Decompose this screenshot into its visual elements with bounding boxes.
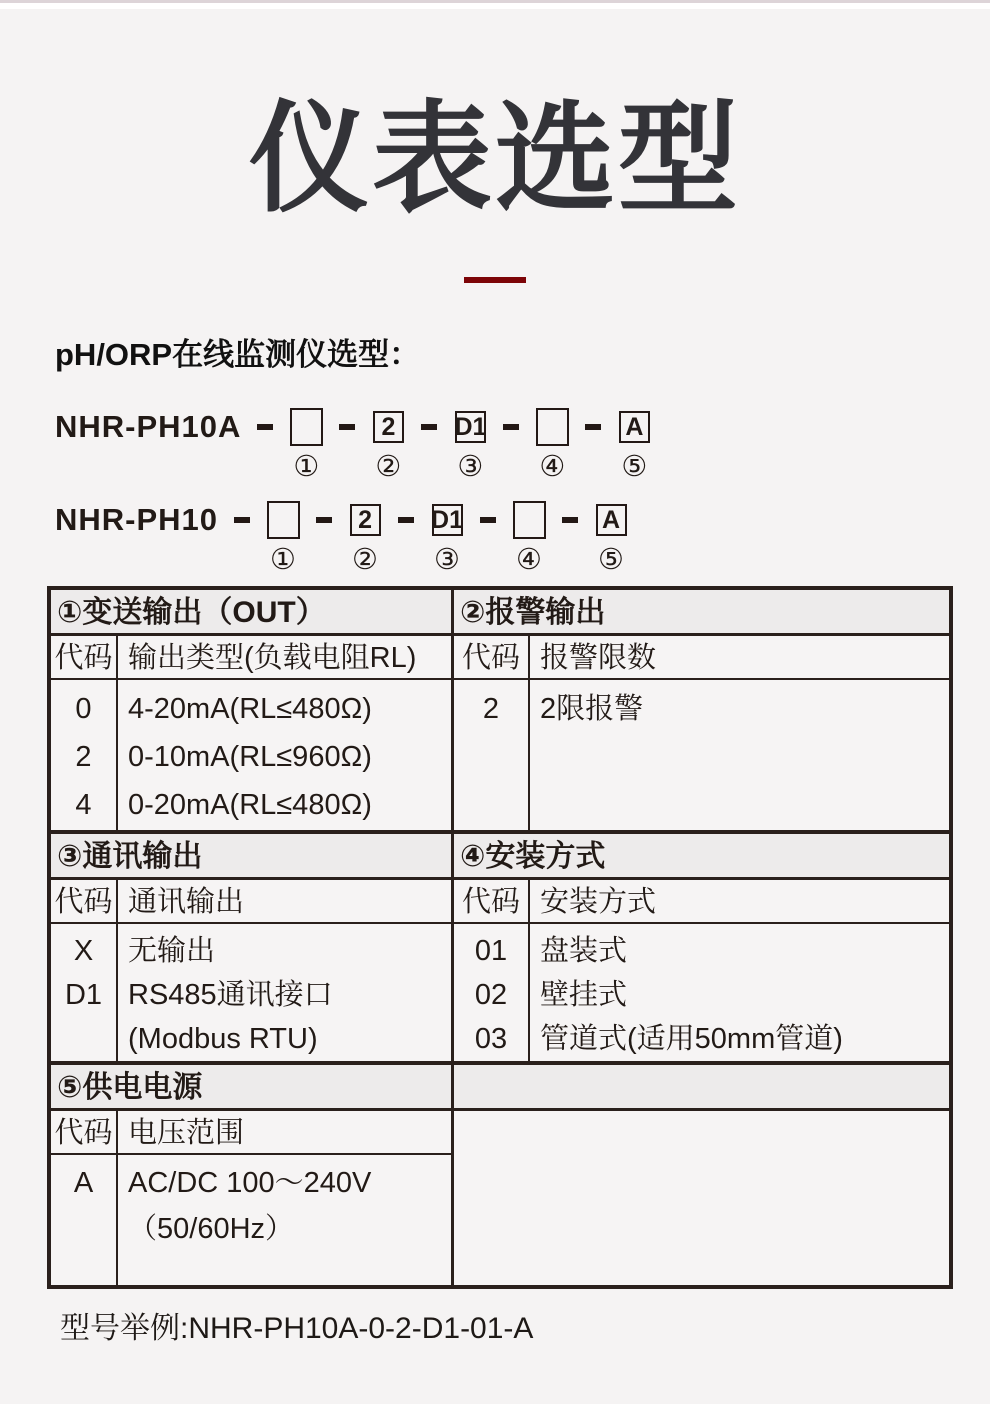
cell-line: RS485通讯接口	[128, 979, 333, 1011]
section-mounting-style	[454, 834, 949, 1061]
desc-values	[530, 924, 949, 1061]
model-field-5	[611, 408, 657, 483]
model-field-1	[260, 501, 306, 576]
section-header: ③通讯输出	[51, 834, 451, 880]
cell-line: D1	[64, 979, 103, 1011]
desc-column-header: 通讯输出	[118, 880, 451, 924]
desc-column-header: 电压范围	[118, 1111, 451, 1155]
field-number: ③	[434, 544, 461, 576]
selection-table	[47, 586, 953, 1289]
section-communication-output	[51, 834, 454, 1061]
section-empty	[454, 1065, 949, 1285]
cell-line: 0-10mA(RL≤960Ω)	[128, 741, 372, 773]
dash-separator	[339, 424, 355, 430]
model-field-box: D1	[432, 504, 463, 536]
desc-column-header: 安装方式	[530, 880, 949, 924]
cell-line: 壁挂式	[540, 979, 628, 1011]
model-diagram-ph10	[55, 501, 990, 576]
field-number: ⑤	[598, 544, 625, 576]
model-example-text: 型号举例:NHR-PH10A-0-2-D1-01-A	[60, 1312, 534, 1345]
field-number: ①	[293, 451, 320, 483]
field-number: ②	[375, 451, 402, 483]
model-field-box: A	[596, 504, 627, 536]
section-power-supply	[51, 1065, 454, 1285]
page-title: 仪表选型	[249, 92, 741, 226]
model-field-box	[513, 501, 546, 539]
model-field-2	[365, 408, 411, 483]
desc-column-header: 输出类型(负载电阻RL)	[118, 636, 451, 680]
model-field-box	[290, 408, 323, 446]
cell-line	[51, 1206, 116, 1252]
cell-line	[51, 1017, 116, 1061]
model-diagram-ph10a	[55, 408, 990, 483]
dash-separator	[480, 517, 496, 523]
cell-line: 2限报警	[540, 693, 644, 725]
code-values	[454, 924, 528, 1061]
model-field-3	[424, 501, 470, 576]
field-number: ②	[352, 544, 379, 576]
cell-line: 2	[75, 741, 92, 773]
top-strip-white	[0, 3, 990, 9]
desc-column-header: 报警限数	[530, 636, 949, 680]
dash-separator	[503, 424, 519, 430]
field-number: ⑤	[621, 451, 648, 483]
desc-values	[530, 680, 949, 830]
code-column-header: 代码	[51, 1111, 116, 1155]
dash-separator	[562, 517, 578, 523]
field-number: ④	[539, 451, 566, 483]
table-band-3	[51, 1061, 949, 1285]
cell-line: 4-20mA(RL≤480Ω)	[128, 693, 372, 725]
field-number: ①	[270, 544, 297, 576]
section-header: ①变送输出（OUT）	[51, 590, 451, 636]
model-name: NHR-PH10	[55, 502, 219, 537]
dash-separator	[585, 424, 601, 430]
section-header: ④安装方式	[454, 834, 949, 880]
code-values	[51, 1155, 116, 1285]
code-column-header: 代码	[454, 636, 528, 680]
desc-values	[118, 924, 451, 1061]
cell-line: (Modbus RTU)	[128, 1023, 318, 1055]
code-column-header: 代码	[454, 880, 528, 924]
cell-line: 2	[482, 693, 500, 725]
dash-separator	[257, 424, 273, 430]
model-field-2	[342, 501, 388, 576]
cell-line: AC/DC 100～240V	[128, 1167, 372, 1199]
cell-line: 02	[474, 979, 508, 1011]
cell-line: 无输出	[128, 935, 216, 967]
cell-line: X	[73, 935, 94, 967]
cell-line: 4	[75, 789, 92, 821]
section-alarm-output	[454, 590, 949, 830]
cell-line: 管道式(适用50mm管道)	[540, 1023, 843, 1055]
table-band-1	[51, 590, 949, 830]
cell-line: 0	[75, 693, 92, 725]
model-field-box: 2	[350, 504, 381, 536]
desc-values	[118, 1155, 451, 1285]
model-field-box	[536, 408, 569, 446]
field-number: ③	[457, 451, 484, 483]
model-field-4	[506, 501, 552, 576]
desc-values	[118, 680, 451, 830]
model-field-5	[588, 501, 634, 576]
model-name: NHR-PH10A	[55, 409, 242, 444]
field-number: ④	[516, 544, 543, 576]
cell-line: （50/60Hz）	[128, 1213, 295, 1245]
model-field-box: A	[619, 411, 650, 443]
section-subtitle: pH/ORP在线监测仪选型：	[55, 337, 421, 372]
cell-line: 0-20mA(RL≤480Ω)	[128, 789, 372, 821]
model-field-4	[529, 408, 575, 483]
cell-line: 01	[474, 935, 508, 967]
model-field-box	[267, 501, 300, 539]
model-field-1	[283, 408, 329, 483]
section-header: ⑤供电电源	[51, 1065, 451, 1111]
model-field-3	[447, 408, 493, 483]
model-field-box: 2	[373, 411, 404, 443]
model-field-box: D1	[455, 411, 486, 443]
empty-section-header	[454, 1065, 949, 1111]
section-header: ②报警输出	[454, 590, 949, 636]
code-values	[454, 680, 528, 830]
dash-separator	[421, 424, 437, 430]
cell-line: 盘装式	[540, 935, 628, 967]
code-column-header: 代码	[51, 880, 116, 924]
table-band-2	[51, 830, 949, 1061]
cell-line: A	[73, 1167, 94, 1199]
code-column-header: 代码	[51, 636, 116, 680]
section-transmit-output	[51, 590, 454, 830]
dash-separator	[234, 517, 250, 523]
title-accent-dash	[464, 277, 526, 283]
cell-line: 03	[474, 1023, 508, 1055]
code-values	[51, 680, 116, 830]
dash-separator	[316, 517, 332, 523]
dash-separator	[398, 517, 414, 523]
code-values	[51, 924, 116, 1061]
